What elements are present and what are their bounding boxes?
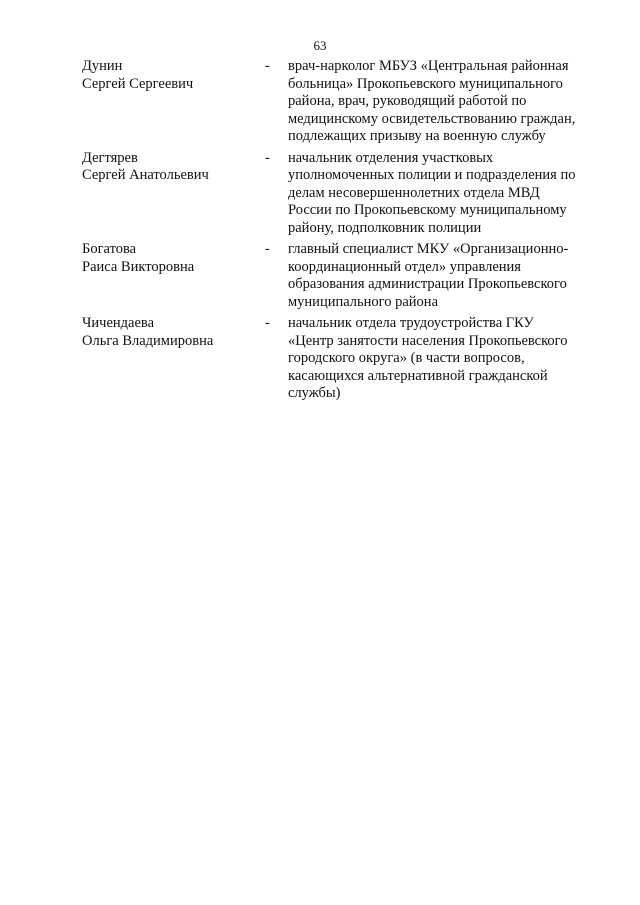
member-surname: Дунин — [82, 58, 123, 74]
position-line: службы) — [288, 385, 341, 401]
member-given-names: Сергей Сергеевич — [82, 75, 194, 92]
member-given-names: Сергей Анатольевич — [82, 167, 209, 183]
member-surname: Богатова — [82, 241, 137, 257]
member-name — [82, 58, 252, 93]
separator-dash: - — [265, 58, 270, 74]
position-line: координационный отдел» управления — [288, 258, 521, 275]
position-line: врач-нарколог МБУЗ «Центральная районная — [288, 58, 569, 74]
list-item — [82, 241, 594, 311]
position-line: главный специалист МКУ «Организационно- — [288, 241, 569, 257]
position-line: городского округа» (в части вопросов, — [288, 350, 525, 366]
member-surname: Дегтярев — [82, 149, 138, 166]
member-name — [82, 315, 252, 350]
member-name — [82, 241, 252, 276]
position-line: муниципального района — [288, 293, 438, 310]
position-line: района, врач, руководящий работой по — [288, 93, 527, 109]
position-line: медицинскому освидетельствованию граждан, — [288, 110, 576, 127]
member-position — [288, 241, 592, 311]
member-surname: Чичендаева — [82, 315, 155, 331]
list-item — [82, 150, 594, 238]
position-line: «Центр занятости населения Прокопьевского — [288, 332, 568, 349]
position-line: больница» Прокопьевского муниципального — [288, 75, 563, 92]
position-line: начальник отделения участковых — [288, 149, 494, 166]
member-position — [288, 315, 592, 403]
position-line: начальник отдела трудоустройства ГКУ — [288, 315, 534, 331]
position-line: образования администрации Прокопьевского — [288, 276, 567, 292]
position-line: касающихся альтернативной гражданской — [288, 367, 548, 384]
separator-dash: - — [265, 241, 270, 257]
members-list — [82, 58, 594, 407]
member-position — [288, 150, 592, 238]
position-line: подлежащих призыву на военную службу — [288, 128, 546, 144]
position-line: делам несовершеннолетних отдела МВД — [288, 184, 540, 201]
member-position — [288, 58, 592, 146]
position-line: России по Прокопьевскому муниципальному — [288, 202, 567, 218]
position-line: уполномоченных полиции и подразделения по — [288, 167, 576, 183]
separator-dash: - — [265, 315, 270, 331]
member-given-names: Раиса Викторовна — [82, 258, 195, 275]
position-line: району, подполковник полиции — [288, 219, 482, 236]
member-name — [82, 150, 252, 185]
list-item — [82, 315, 594, 403]
list-item — [82, 58, 594, 146]
member-given-names: Ольга Владимировна — [82, 332, 214, 349]
separator-dash: - — [265, 149, 270, 166]
page-number: 63 — [313, 38, 327, 53]
